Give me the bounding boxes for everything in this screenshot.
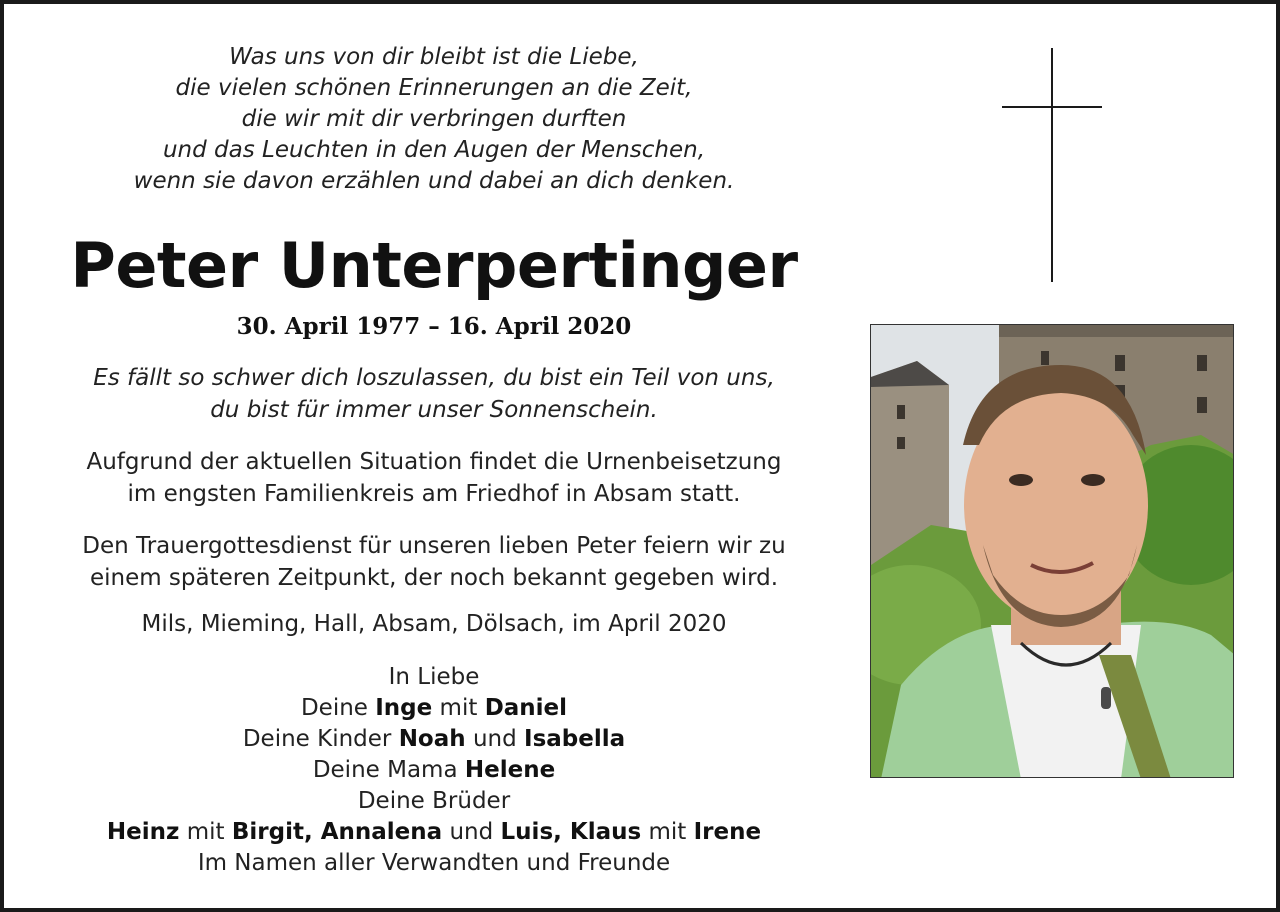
service-info-line: einem späteren Zeitpunkt, der noch bekannt gegeben wird. [89,565,779,591]
family-line [44,755,824,786]
family-intro: In Liebe [388,664,480,690]
text: Deine [300,695,376,721]
family-line [44,724,824,755]
service-info-line: Den Trauergottesdienst für unseren lieben Peter feiern wir zu [82,533,786,559]
service-info [44,530,824,594]
text: mit [641,819,694,845]
deceased-name: Peter Unterpertinger [70,229,798,302]
quote-line: Es fällt so schwer dich loszulassen, du bist ein Teil von uns, [93,365,775,391]
family-member-name: Isabella [524,726,626,752]
verse-line: und das Leuchten in den Augen der Menschen, [162,137,706,163]
text: und [442,819,501,845]
text: Deine Kinder [242,726,399,752]
family-line [44,693,824,724]
family-line [44,817,824,848]
quote-line: du bist für immer unser Sonnenschein. [210,397,658,423]
text: mit [432,695,485,721]
family-member-name: Noah [398,726,466,752]
quote [44,362,824,426]
burial-info-line: Aufgrund der aktuellen Situation findet die Urnenbeisetzung [86,449,782,475]
verse-line: die wir mit dir verbringen durften [241,106,627,132]
text: und [465,726,525,752]
text: mit [179,819,232,845]
life-dates: 30. April 1977 – 16. April 2020 [236,313,632,340]
family-member-name: Daniel [484,695,568,721]
family-member-name: Luis, Klaus [500,819,642,845]
text: Deine Mama [312,757,465,783]
verse-line: wenn sie davon erzählen und dabei an dich denken. [133,168,735,194]
family-line: Deine Brüder [357,788,511,814]
family-closing: Im Namen aller Verwandten und Freunde [197,850,671,876]
family-signature [44,662,824,879]
burial-info-line: im engsten Familienkreis am Friedhof in Absam statt. [127,481,741,507]
family-member-name: Irene [693,819,762,845]
family-member-name: Inge [375,695,433,721]
family-member-name: Birgit, Annalena [231,819,443,845]
portrait-photo [870,324,1234,778]
memorial-verse [44,42,824,197]
family-member-name: Helene [464,757,556,783]
verse-line: die vielen schönen Erinnerungen an die Zeit, [175,75,693,101]
cross-icon [1002,48,1102,282]
place-and-date: Mils, Mieming, Hall, Absam, Dölsach, im April 2020 [141,611,727,637]
family-member-name: Heinz [106,819,180,845]
burial-info [44,446,824,510]
verse-line: Was uns von dir bleibt ist die Liebe, [229,44,639,70]
